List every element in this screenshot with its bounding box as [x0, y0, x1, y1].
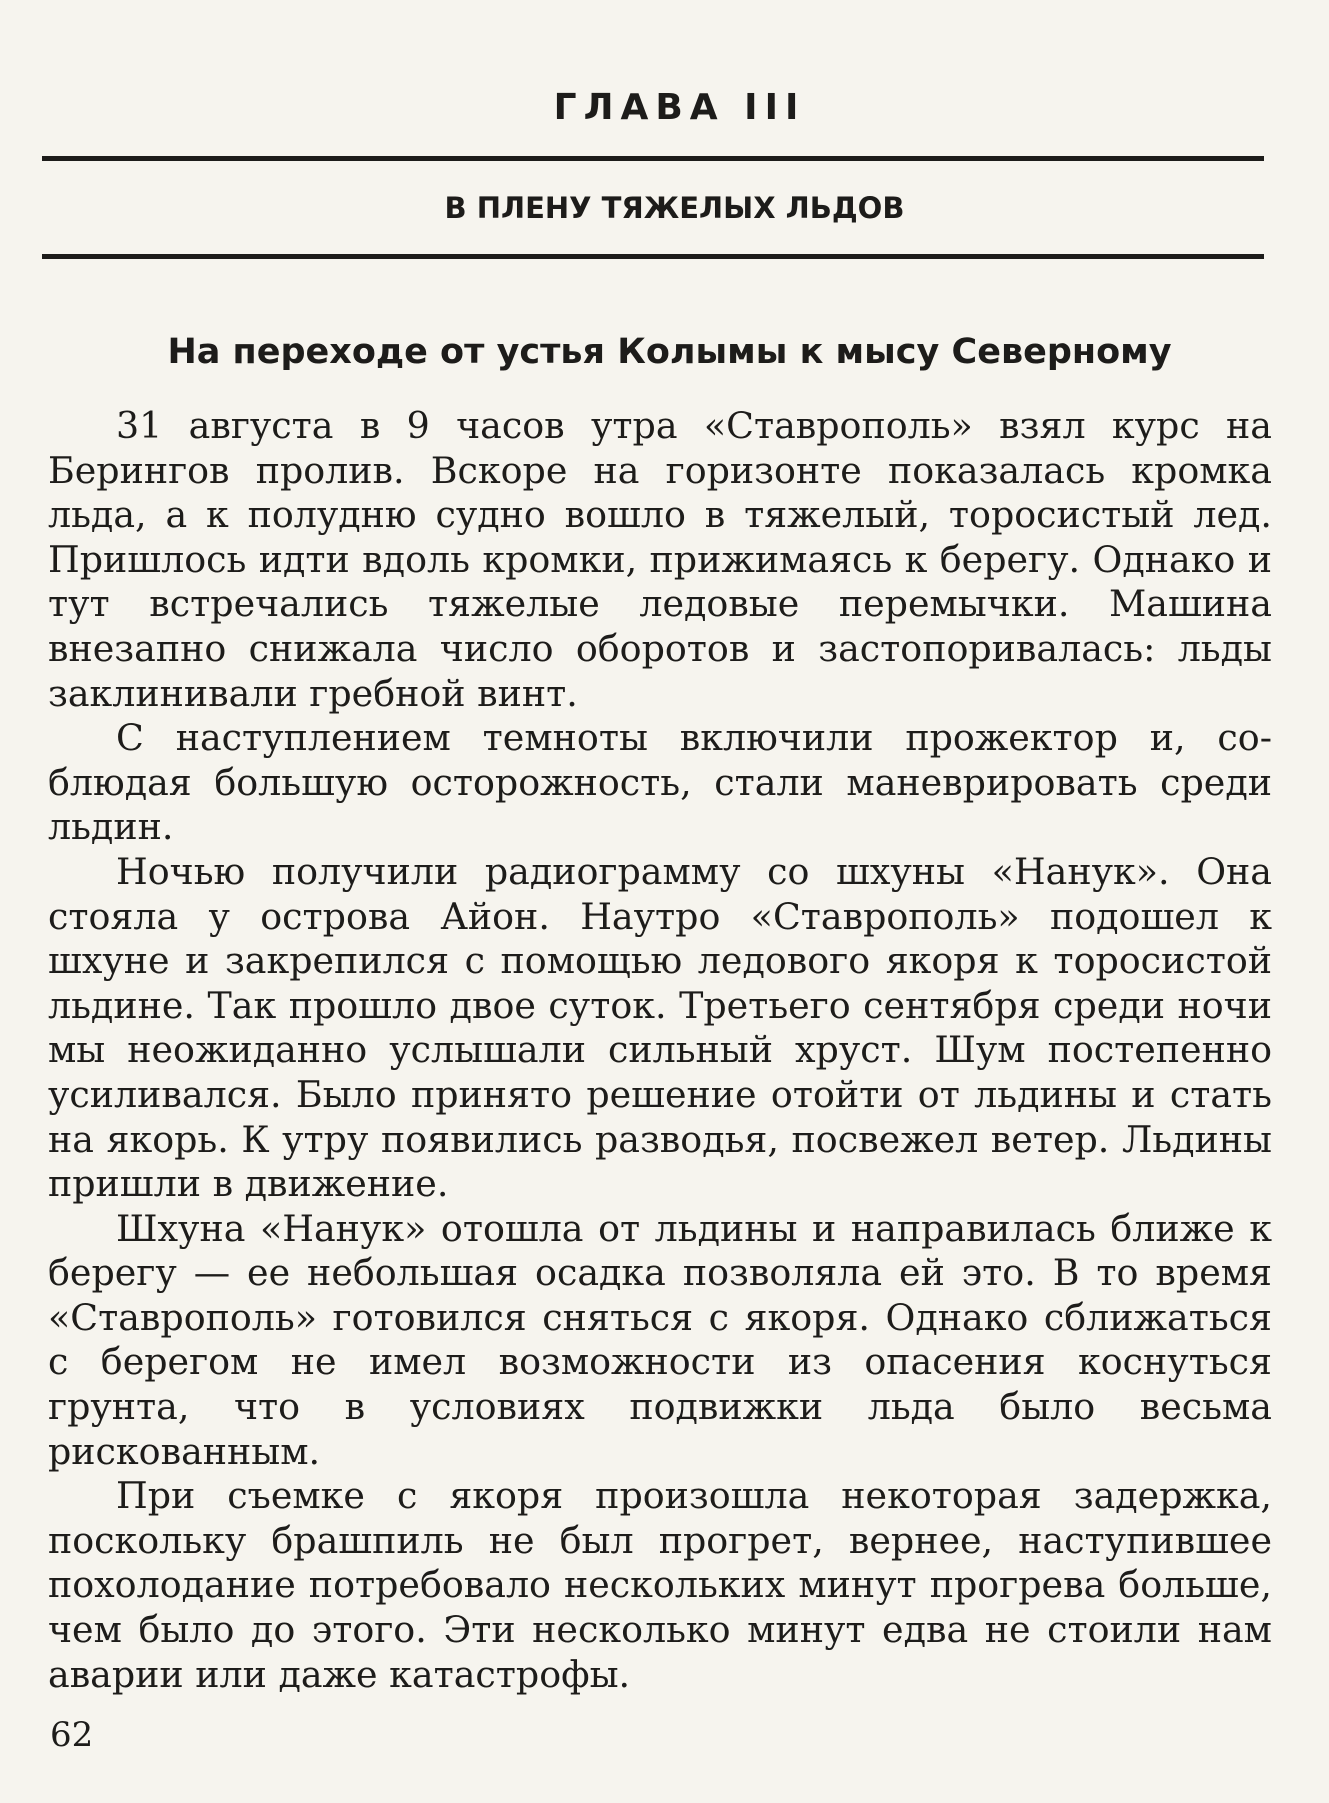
- bottom-rule: [42, 254, 1264, 259]
- section-title: На переходе от устья Колымы к мысу Северному: [167, 332, 1172, 372]
- paragraph-4: Шхуна «Нанук» отошла от льдины и направилась ближе к берегу — ее небольшая осадка позволяла ей это. В то время «Ставрополь» готовился сняться с якоря. Однако сближаться с берегом не имел возможности из опасения коснуться грунта, что в условиях подвижки льда было весьма рискованным.: [48, 1206, 1272, 1473]
- paragraph-3: Ночью получили радиограмму со шхуны «Нанук». Она стояла у острова Айон. Наутро «Ставрополь» подошел к шхуне и закрепился с помощью ледового якоря к торосистой льдине. Так прошло двое суток. Третьего сентября среди ночи мы неожиданно услышали сильный хруст. Шум постепенно усиливался. Было принято решение отойти от льдины и стать на якорь. К утру появились разводья, посвежел ветер. Льдины пришли в движение.: [48, 849, 1272, 1206]
- top-rule: [42, 156, 1264, 161]
- page-number: 62: [50, 1715, 94, 1755]
- paragraph-1: 31 августа в 9 часов утра «Ставрополь» взял курс на Берингов пролив. Вскоре на горизонте показалась кромка льда, а к полудню судно вошло в тяжелый, торосистый лед. Пришлось идти вдоль кромки, прижимаясь к берегу. Однако и тут встречались тяжелые ледовые перемычки. Машина внезапно снижала число оборотов и застопоривалась: льды заклинивали гребной винт.: [48, 404, 1272, 715]
- paragraph-2: С наступлением темноты включили прожектор и, соблюдая большую осторожность, стали маневрировать среди льдин.: [48, 716, 1272, 849]
- paragraph-5: При съемке с якоря произошла некоторая задержка, поскольку брашпиль не был прогрет, вернее, наступившее похолодание потребовало нескольких минут прогрева больше, чем было до этого. Эти несколько минут едва не стоили нам аварии или даже катастрофы.: [48, 1474, 1272, 1696]
- chapter-label: ГЛАВА III: [553, 87, 806, 128]
- chapter-title: В ПЛЕНУ ТЯЖЕЛЫХ ЛЬДОВ: [444, 191, 905, 225]
- body-text: [48, 404, 1272, 1697]
